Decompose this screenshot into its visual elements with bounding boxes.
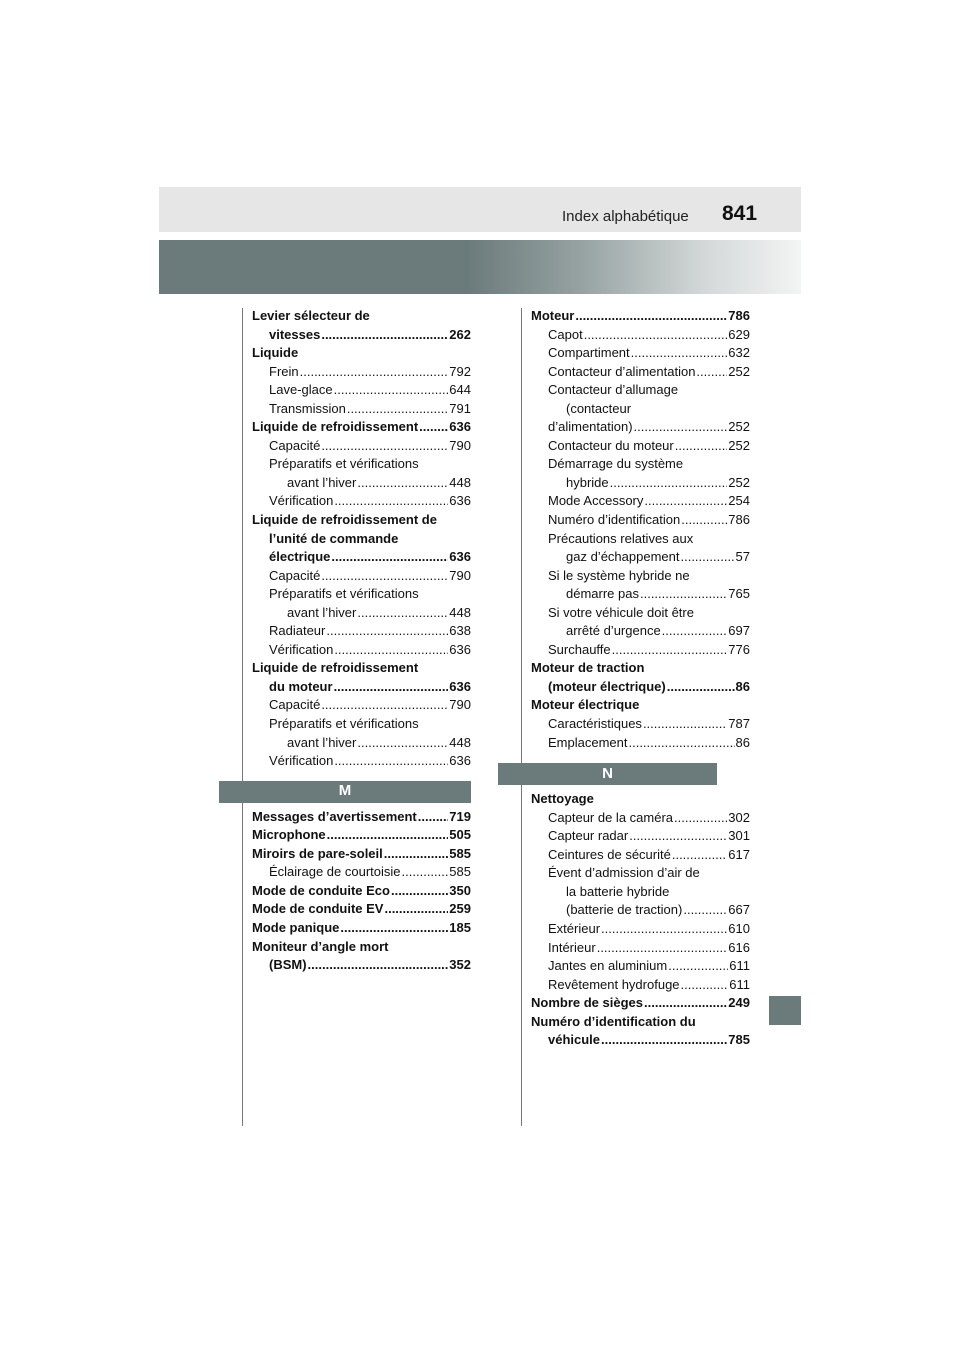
index-term: Mode panique	[252, 919, 340, 935]
header-bar	[159, 187, 801, 232]
page-reference: 252	[728, 474, 750, 490]
page-reference: 636	[449, 753, 471, 769]
index-entry	[531, 344, 750, 363]
leader-dots	[674, 809, 727, 828]
decorative-band	[159, 240, 801, 294]
index-term: Éclairage de courtoisie	[269, 864, 401, 880]
index-term: hybride	[566, 474, 609, 490]
index-term: (BSM)	[269, 957, 307, 973]
index-entry	[531, 437, 750, 456]
leader-dots	[612, 641, 728, 660]
index-entry	[531, 492, 750, 511]
thumb-index-tab	[769, 996, 801, 1025]
page-reference: 786	[728, 308, 750, 323]
page-reference: 610	[728, 920, 750, 936]
index-entries-mo-group	[531, 307, 750, 752]
index-term: Liquide de refroidissement	[252, 660, 419, 676]
index-term: électrique	[269, 549, 331, 565]
leader-dots	[681, 976, 729, 995]
leader-dots	[640, 585, 727, 604]
column-divider-right	[521, 308, 522, 1126]
index-term: Lave-glace	[269, 382, 333, 398]
page-reference: 86	[735, 678, 750, 694]
leader-dots	[629, 827, 727, 846]
page-reference: 790	[449, 567, 471, 583]
index-term: Nombre de sièges	[531, 995, 643, 1011]
index-term: Levier sélecteur de	[252, 308, 370, 323]
leader-dots	[597, 939, 728, 958]
index-term: Nettoyage	[531, 791, 594, 807]
index-term: vitesses	[269, 326, 321, 342]
page-reference: 259	[449, 901, 471, 917]
index-entry	[252, 418, 471, 437]
index-term: l’unité de commande	[269, 530, 399, 546]
page-reference: 301	[728, 828, 750, 844]
page-reference: 629	[728, 326, 750, 342]
leader-dots	[402, 863, 449, 882]
index-term: Capot	[548, 326, 583, 342]
page-reference: 636	[449, 493, 471, 509]
index-entry	[252, 882, 471, 901]
index-term: (moteur électrique)	[548, 678, 666, 694]
column-divider-left	[242, 308, 243, 1126]
index-term: Vérification	[269, 493, 334, 509]
index-entry	[252, 734, 471, 753]
index-term: Mode de conduite EV	[252, 901, 384, 917]
leader-dots	[681, 511, 727, 530]
index-entry	[531, 307, 750, 326]
index-entry	[252, 919, 471, 938]
index-term: Transmission	[269, 400, 346, 416]
section-letter-n: N	[498, 763, 717, 785]
index-entry	[531, 1031, 750, 1050]
index-entry	[252, 808, 471, 827]
index-entry	[531, 548, 750, 567]
index-term: Ceintures de sécurité	[548, 846, 671, 862]
index-term: Revêtement hydrofuge	[548, 976, 680, 992]
index-entry	[531, 363, 750, 382]
index-term: Capacité	[269, 697, 321, 713]
index-entry	[252, 492, 471, 511]
page-reference: 302	[728, 809, 750, 825]
index-entry	[252, 826, 471, 845]
leader-dots	[584, 326, 728, 345]
index-term: Radiateur	[269, 623, 326, 639]
index-term: Vérification	[269, 641, 334, 657]
index-term: Préparatifs et vérifications	[269, 586, 419, 602]
index-term: Moteur électrique	[531, 697, 640, 713]
index-term: Évent d’admission d’air de	[548, 865, 700, 881]
index-term: Préparatifs et vérifications	[269, 456, 419, 472]
index-entry	[252, 956, 471, 975]
index-term: d’alimentation)	[548, 419, 633, 435]
page-reference: 697	[728, 623, 750, 639]
index-term: Démarrage du système	[548, 456, 684, 472]
leader-dots	[631, 344, 728, 363]
index-entry	[531, 994, 750, 1013]
index-entry	[531, 939, 750, 958]
index-entry	[252, 604, 471, 623]
index-term: Mode de conduite Eco	[252, 882, 390, 898]
leader-dots	[321, 567, 448, 586]
page-reference: 638	[449, 623, 471, 639]
page-reference: 448	[449, 604, 471, 620]
leader-dots	[327, 826, 449, 845]
index-term: Caractéristiques	[548, 716, 642, 732]
index-term: Jantes en aluminium	[548, 958, 668, 974]
index-entry	[531, 901, 750, 920]
index-entry	[252, 363, 471, 382]
index-entry	[531, 418, 750, 437]
page-reference: 616	[728, 939, 750, 955]
page-reference: 254	[728, 493, 750, 509]
leader-dots	[668, 957, 728, 976]
index-term: avant l’hiver	[287, 734, 357, 750]
index-term: du moteur	[269, 678, 333, 694]
index-term: Numéro d’identification	[548, 512, 681, 528]
index-entry	[531, 511, 750, 530]
index-term: Frein	[269, 363, 299, 379]
index-entry	[252, 845, 471, 864]
index-term: véhicule	[548, 1032, 601, 1048]
index-entry	[531, 641, 750, 660]
index-term: Microphone	[252, 827, 326, 843]
leader-dots	[384, 900, 448, 919]
index-column-left	[252, 307, 471, 975]
leader-dots	[419, 418, 448, 437]
page-reference: 262	[449, 326, 471, 342]
index-term: Liquide	[252, 345, 299, 361]
leader-dots	[391, 882, 448, 901]
page-reference: 787	[728, 716, 750, 732]
index-term: Numéro d’identification du	[531, 1013, 696, 1029]
page-reference: 636	[449, 678, 471, 694]
index-term: Emplacement	[548, 734, 628, 750]
index-column-right	[531, 307, 750, 1050]
leader-dots	[610, 474, 728, 493]
leader-dots	[300, 363, 449, 382]
index-term: Vérification	[269, 753, 334, 769]
leader-dots	[418, 808, 449, 827]
index-term: arrêté d’urgence	[566, 623, 661, 639]
page-reference: 611	[729, 958, 750, 974]
leader-dots	[601, 920, 727, 939]
page-reference: 632	[728, 345, 750, 361]
index-entry	[531, 326, 750, 345]
page-reference: 791	[449, 400, 471, 416]
leader-dots	[643, 715, 727, 734]
index-term: Contacteur d’allumage	[548, 382, 679, 398]
index-term: Surchauffe	[548, 641, 611, 657]
index-entry	[252, 400, 471, 419]
page-reference: 644	[449, 382, 471, 398]
index-entry	[252, 678, 471, 697]
leader-dots	[308, 956, 449, 975]
index-entry	[252, 622, 471, 641]
leader-dots	[326, 622, 448, 641]
index-entry	[252, 381, 471, 400]
page-reference: 636	[449, 419, 471, 435]
leader-dots	[334, 678, 449, 697]
section-letter-m: M	[219, 781, 471, 803]
index-term: Capteur radar	[548, 828, 629, 844]
index-term: Moteur	[531, 308, 575, 323]
leader-dots	[644, 492, 727, 511]
index-term: Compartiment	[548, 345, 630, 361]
page-reference: 585	[449, 864, 471, 880]
page-reference: 352	[449, 957, 471, 973]
leader-dots	[331, 548, 448, 567]
page-reference: 636	[449, 641, 471, 657]
leader-dots	[334, 641, 448, 660]
index-term: avant l’hiver	[287, 604, 357, 620]
index-term: Préparatifs et vérifications	[269, 716, 419, 732]
leader-dots	[634, 418, 728, 437]
page-reference: 505	[449, 827, 471, 843]
index-term: Liquide de refroidissement de	[252, 512, 437, 528]
page-reference: 785	[728, 1032, 750, 1048]
index-entry	[252, 863, 471, 882]
page-reference: 86	[735, 734, 750, 750]
index-entry	[252, 641, 471, 660]
leader-dots	[683, 901, 727, 920]
index-entry	[252, 437, 471, 456]
leader-dots	[321, 437, 448, 456]
index-entry	[252, 326, 471, 345]
leader-dots	[667, 678, 735, 697]
index-term: Intérieur	[548, 939, 596, 955]
index-term: Liquide de refroidissement	[252, 419, 419, 435]
index-term: la batterie hybride	[566, 883, 670, 899]
index-term: (contacteur	[566, 400, 632, 416]
index-term: Mode Accessory	[548, 493, 644, 509]
index-term: Messages d’avertissement	[252, 808, 417, 824]
index-entry	[531, 809, 750, 828]
index-entry	[252, 567, 471, 586]
leader-dots	[672, 846, 727, 865]
page-reference: 448	[449, 734, 471, 750]
page-reference: 765	[728, 586, 750, 602]
leader-dots	[675, 437, 728, 456]
index-entry	[531, 734, 750, 753]
leader-dots	[357, 734, 448, 753]
page-reference: 448	[449, 474, 471, 490]
index-term: Contacteur d’alimentation	[548, 363, 696, 379]
leader-dots	[357, 474, 448, 493]
page-reference: 786	[728, 512, 750, 528]
page-reference: 252	[728, 419, 750, 435]
index-term: Capacité	[269, 567, 321, 583]
index-entry	[252, 900, 471, 919]
index-term: Extérieur	[548, 920, 601, 936]
index-term: Capteur de la caméra	[548, 809, 674, 825]
page-number: 841	[722, 202, 758, 225]
index-term: Moteur de traction	[531, 660, 645, 676]
page-reference: 611	[729, 976, 750, 992]
index-entries-l-group	[252, 307, 471, 771]
leader-dots	[357, 604, 448, 623]
leader-dots	[334, 492, 448, 511]
index-term: (batterie de traction)	[566, 902, 683, 918]
index-term: Précautions relatives aux	[548, 530, 694, 546]
page-reference: 667	[728, 902, 750, 918]
leader-dots	[628, 734, 734, 753]
page-reference: 585	[449, 845, 471, 861]
index-entry	[531, 827, 750, 846]
index-term: Capacité	[269, 437, 321, 453]
index-term: avant l’hiver	[287, 474, 357, 490]
index-entry	[531, 585, 750, 604]
index-entry	[252, 474, 471, 493]
index-entry	[531, 622, 750, 641]
page-reference: 185	[449, 919, 471, 935]
page-reference: 776	[728, 641, 750, 657]
index-term: Moniteur d’angle mort	[252, 938, 389, 954]
page-reference: 252	[728, 363, 750, 379]
index-entry	[531, 474, 750, 493]
index-term: Si le système hybride ne	[548, 567, 690, 583]
index-entries-m-group	[252, 808, 471, 975]
index-entry	[531, 976, 750, 995]
leader-dots	[680, 548, 734, 567]
index-term: Contacteur du moteur	[548, 437, 674, 453]
leader-dots	[384, 845, 449, 864]
index-term: Miroirs de pare-soleil	[252, 845, 383, 861]
leader-dots	[601, 1031, 727, 1050]
index-entry	[531, 846, 750, 865]
page-reference: 790	[449, 437, 471, 453]
leader-dots	[347, 400, 448, 419]
page-reference: 57	[735, 549, 750, 565]
index-entries-n-group	[531, 790, 750, 1050]
leader-dots	[696, 363, 727, 382]
page-reference: 249	[728, 995, 750, 1011]
page-reference: 790	[449, 697, 471, 713]
page-reference: 350	[449, 882, 471, 898]
leader-dots	[662, 622, 728, 641]
index-term: démarre pas	[566, 586, 639, 602]
page-title: Index alphabétique	[562, 208, 689, 225]
index-entry	[531, 957, 750, 976]
index-entry	[252, 752, 471, 771]
leader-dots	[321, 326, 448, 345]
page-reference: 719	[449, 808, 471, 824]
leader-dots	[340, 919, 448, 938]
leader-dots	[644, 994, 727, 1013]
index-entry	[252, 696, 471, 715]
leader-dots	[334, 381, 449, 400]
page-reference: 636	[449, 549, 471, 565]
page-reference: 252	[728, 437, 750, 453]
leader-dots	[334, 752, 448, 771]
leader-dots	[575, 307, 727, 326]
index-term: Si votre véhicule doit être	[548, 604, 694, 620]
index-entry	[252, 548, 471, 567]
page-reference: 792	[449, 363, 471, 379]
index-entry	[531, 715, 750, 734]
leader-dots	[321, 696, 448, 715]
index-term: gaz d’échappement	[566, 549, 680, 565]
index-entry	[531, 920, 750, 939]
page-reference: 617	[728, 846, 750, 862]
index-entry	[531, 678, 750, 697]
